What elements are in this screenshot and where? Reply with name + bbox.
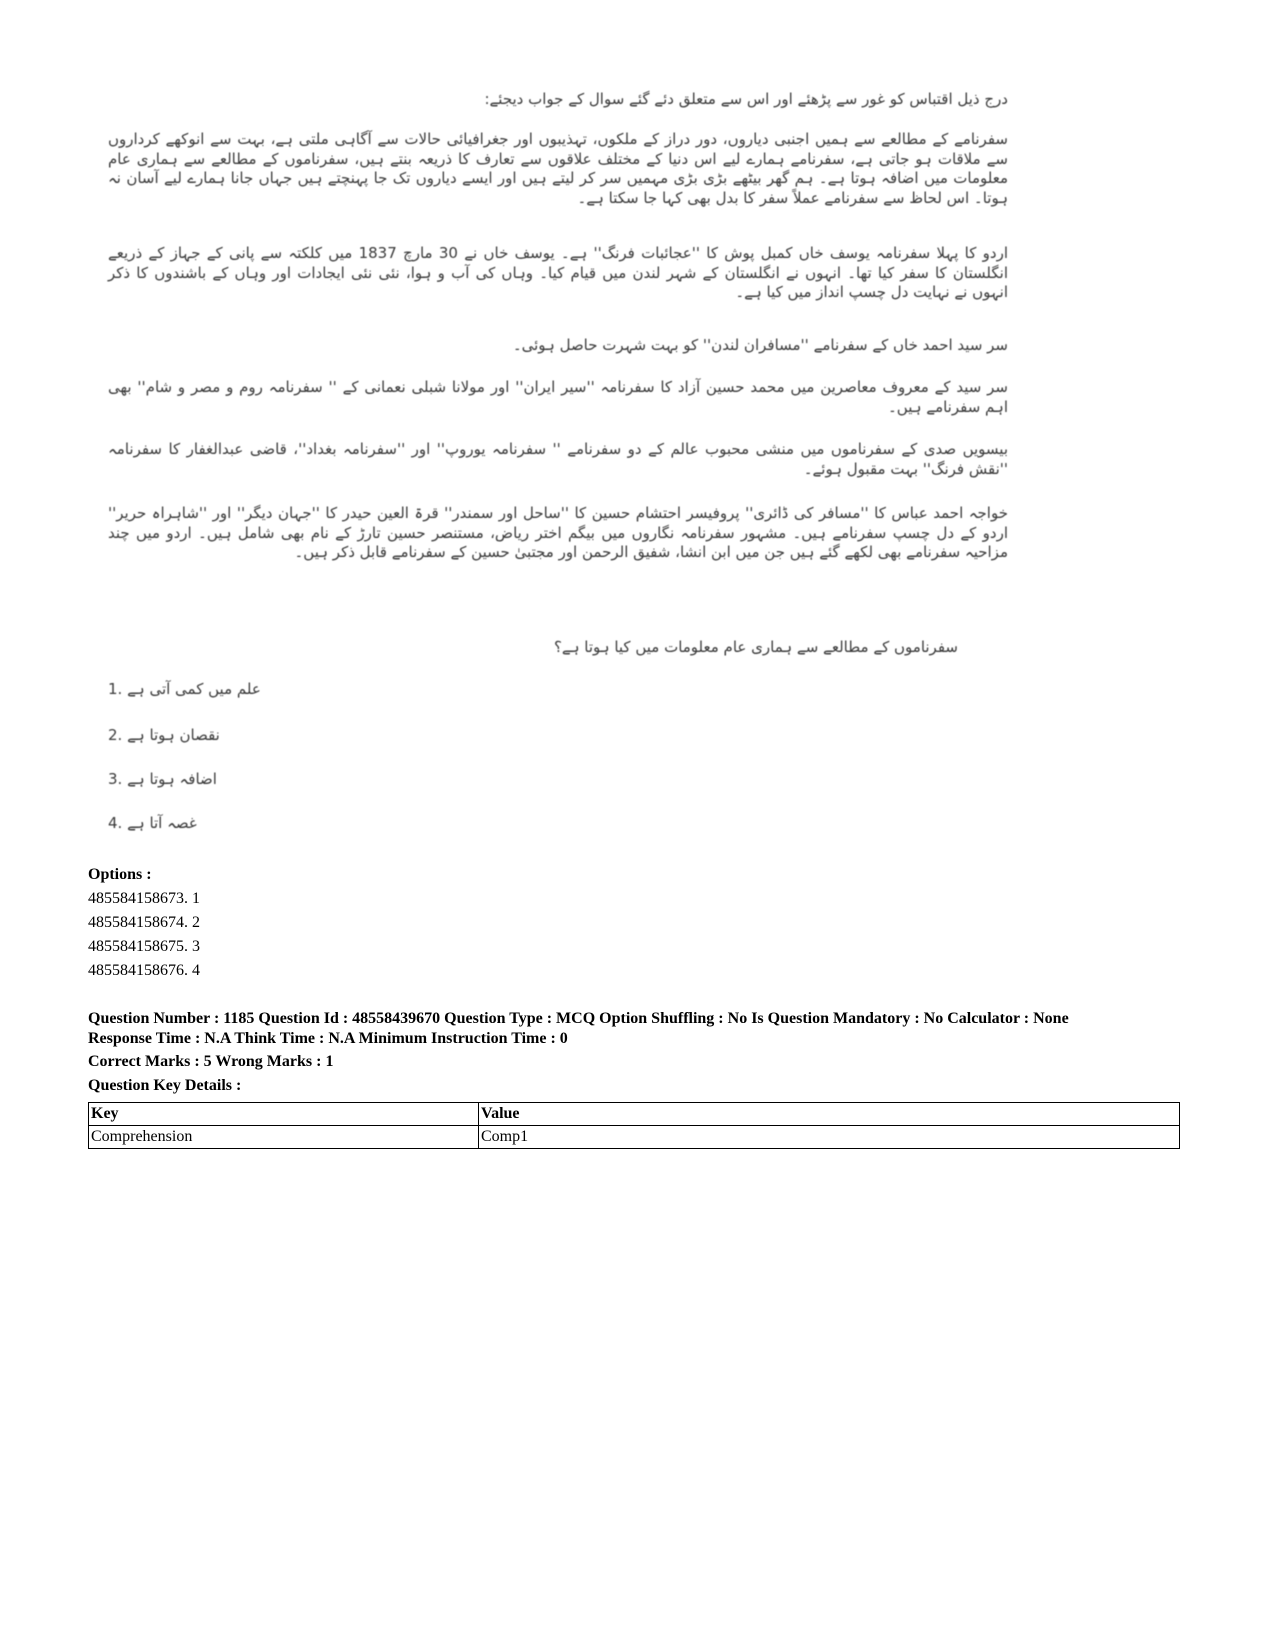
question-meta-line: Response Time : N.A Think Time : N.A Minimum Instruction Time : 0 <box>88 1030 568 1047</box>
choice-text: نقصان ہوتا ہے <box>127 726 220 744</box>
choice-number: 1. <box>108 680 123 698</box>
choice-text: اضافہ ہوتا ہے <box>127 770 217 788</box>
passage-paragraph: اردو کا پہلا سفرنامہ یوسف خاں کمبل پوش کا ''عجائبات فرنگ'' ہے۔ یوسف خاں نے 30 مارچ 1837 میں کلکتہ سے پانی کے جہاز کے ذریعے انگلستان کا سفر کیا تھا۔ انہوں نے انگلستان کے شہر لندن میں قیام کیا۔ وہاں کی آب و ہوا، نئی نئی ایجادات اور وہاں کے باشندوں کا ذکر انہوں نے نہایت دل چسپ انداز میں کیا ہے۔ <box>108 244 1008 301</box>
answer-choice <box>108 814 368 832</box>
options-label: Options : <box>88 866 152 883</box>
answer-choice <box>108 770 368 788</box>
passage-paragraph: خواجہ احمد عباس کا ''مسافر کی ڈائری'' پروفیسر احتشام حسین کا ''ساحل اور سمندر'' قرۃ العین حیدر کا ''جہان دیگر'' اور ''شاہراہ حریر'' اردو کے دل چسپ سفرنامے ہیں۔ مشہور سفرنامہ نگاروں میں بیگم اختر ریاض، مستنصر حسین تارڑ کے نام بھی شامل ہیں۔ اردو میں چند مزاحیہ سفرنامے بھی لکھے گئے ہیں جن میں ابن انشا، شفیق الرحمن اور مجتبیٰ حسین کے سفرنامے قابل ذکر ہیں۔ <box>108 504 1008 561</box>
key-details-label: Question Key Details : <box>88 1077 242 1094</box>
table-header-key: Key <box>89 1103 479 1126</box>
question-meta-line: Question Number : 1185 Question Id : 48558439670 Question Type : MCQ Option Shuffling : No Is Question Mandatory : No Calculator : None <box>88 1010 1069 1027</box>
question-text: سفرناموں کے مطالعے سے ہماری عام معلومات میں کیا ہوتا ہے؟ <box>553 638 958 656</box>
option-item: 485584158676. 4 <box>88 962 200 979</box>
question-passage-image <box>108 80 1008 855</box>
passage-paragraph: بیسویں صدی کے سفرناموں میں منشی محبوب عالم کے دو سفرنامے '' سفرنامہ یوروپ'' اور ''سفرنامہ بغداد''، قاضی عبدالغفار کا سفرنامہ ''نقش فرنگ'' بہت مقبول ہوئے۔ <box>108 440 1008 478</box>
table-cell-value: Comp1 <box>479 1126 1180 1149</box>
table-header-value: Value <box>479 1103 1180 1126</box>
option-item: 485584158675. 3 <box>88 938 200 955</box>
answer-choice <box>108 680 368 698</box>
table-cell-key: Comprehension <box>89 1126 479 1149</box>
answer-choice <box>108 726 368 744</box>
choice-number: 4. <box>108 814 123 832</box>
choice-number: 3. <box>108 770 123 788</box>
choice-number: 2. <box>108 726 123 744</box>
passage-paragraph: سفرنامے کے مطالعے سے ہمیں اجنبی دیاروں، دور دراز کے ملکوں، تہذیبوں اور جغرافیائی حالات سے آگاہی ملتی ہے، بہت سے انوکھے کرداروں سے ملاقات ہو جاتی ہے، سفرنامے ہمارے لیے اس دنیا کے مختلف علاقوں سے تعارف کا ذریعہ بنتے ہیں، سفرناموں کے مطالعے سے ہماری عام معلومات میں اضافہ ہوتا ہے۔ ہم گھر بیٹھے بڑی بڑی مہمیں سر کر لیتے ہیں اور ایسے دیاروں تک جا پہنچتے ہیں جہاں جانا ہمارے لیے آسان نہ ہوتا۔ اس لحاظ سے سفرنامے عملاً سفر کا بدل بھی کہا جا سکتا ہے۔ <box>108 130 1008 207</box>
table-header-row <box>89 1103 1180 1126</box>
passage-paragraph: سر سید کے معروف معاصرین میں محمد حسین آزاد کا سفرنامہ ''سیر ایران'' اور مولانا شبلی نعمانی کے '' سفرنامہ روم و مصر و شام'' بھی اہم سفرنامے ہیں۔ <box>108 378 1008 416</box>
passage-heading: درج ذیل اقتباس کو غور سے پڑھئے اور اس سے متعلق دئے گئے سوال کے جواب دیجئے: <box>484 90 1008 108</box>
option-item: 485584158673. 1 <box>88 890 200 907</box>
passage-paragraph: سر سید احمد خاں کے سفرنامے ''مسافران لندن'' کو بہت شہرت حاصل ہوئی۔ <box>512 336 1008 354</box>
choice-text: علم میں کمی آتی ہے <box>127 680 261 698</box>
table-row <box>89 1126 1180 1149</box>
option-item: 485584158674. 2 <box>88 914 200 931</box>
question-key-table <box>88 1102 1180 1149</box>
choice-text: غصہ آتا ہے <box>127 814 197 832</box>
marks-line: Correct Marks : 5 Wrong Marks : 1 <box>88 1053 334 1070</box>
